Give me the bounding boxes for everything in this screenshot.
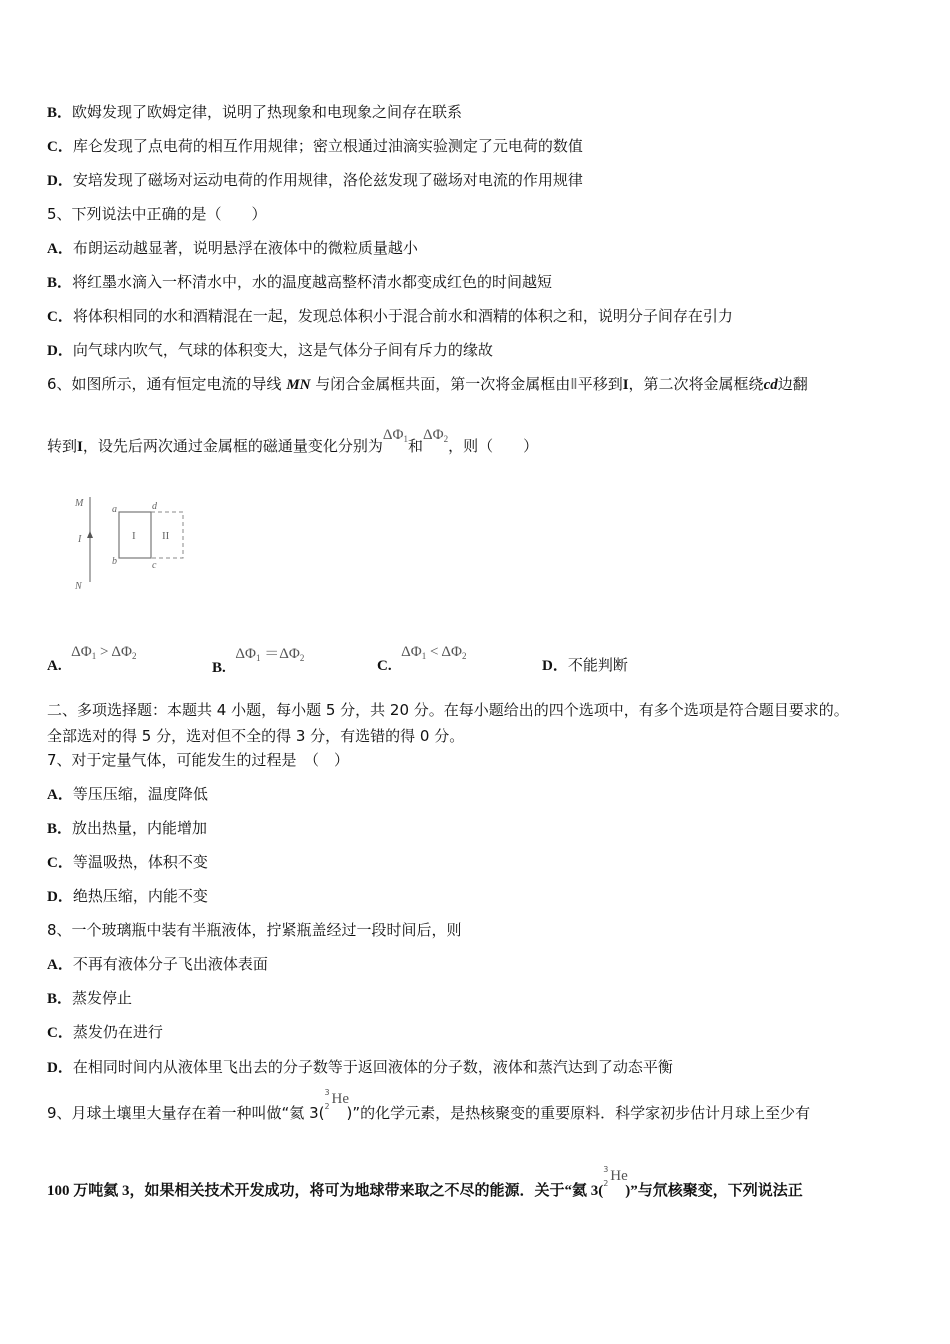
delta-phi-1 [383, 427, 408, 443]
relation: > [96, 644, 112, 660]
element-symbol: He [610, 1168, 628, 1184]
text: ，则（ ） [448, 437, 539, 455]
q6-stem-line1 [47, 374, 808, 395]
option-text: 安培发现了磁场对运动电荷的作用规律，洛伦兹发现了磁场对电流的作用规律 [72, 171, 583, 189]
option-text: 将体积相同的水和酒精混在一起，发现总体积小于混合前水和酒精的体积之和，说明分子间存在引力 [72, 307, 733, 325]
label-a: a [112, 504, 117, 515]
q6-option-a [47, 644, 137, 674]
q4-option-b [47, 102, 462, 123]
atomic-number: 2 [603, 1179, 609, 1188]
text: )”与氘核聚变，下列说法正 [625, 1183, 803, 1199]
option-text: 不再有液体分子飞出液体表面 [72, 955, 268, 973]
option-letter: A． [47, 241, 73, 257]
option-letter: D． [542, 658, 568, 674]
option-text: 等温吸热，体积不变 [72, 853, 208, 871]
option-letter: C． [47, 309, 73, 325]
label-region-2: II [162, 530, 170, 542]
option-text: 在相同时间内从液体里飞出去的分子数等于返回液体的分子数，液体和蒸汽达到了动态平衡 [72, 1058, 673, 1076]
section2-heading-line2: 全部选对的得 5 分，选对但不全的得 3 分，有选错的得 0 分。 [47, 727, 465, 745]
q8-option-a [47, 954, 268, 975]
phi-symbol: ΔΦ [279, 646, 300, 662]
q7-option-a [47, 784, 208, 805]
region-label: I [77, 439, 83, 455]
atomic-number: 2 [324, 1102, 330, 1111]
option-letter: C． [47, 139, 73, 155]
option-text: 向气球内吹气，气球的体积变大，这是气体分子间有斥力的缘故 [72, 341, 493, 359]
q8-option-d [47, 1057, 673, 1078]
formula [71, 644, 136, 660]
helium-3-isotope [324, 1088, 349, 1123]
q6-figure [70, 492, 210, 592]
region-label: I [622, 377, 629, 393]
text: 与闭合金属框共面，第一次将金属框由 [315, 375, 571, 393]
text: 100 万吨氦 3，如果相关技术开发成功，将可为地球带来取之不尽的能源．关于“氦 3( [47, 1183, 604, 1199]
label-current: I [78, 534, 82, 545]
option-letter: B． [47, 105, 73, 121]
option-letter: C． [47, 855, 73, 871]
text: )”的化学元素，是热核聚变的重要原料．科学家初步估计月球上至少有 [346, 1104, 811, 1122]
q5-option-c [47, 306, 733, 327]
option-letter: B． [47, 821, 73, 837]
q8-stem: 8、一个玻璃瓶中装有半瓶液体，拧紧瓶盖经过一段时间后，则 [47, 921, 462, 939]
mass-number: 3 [324, 1088, 330, 1097]
subscript: 2 [443, 434, 449, 444]
option-letter: D． [47, 343, 73, 359]
text: 平移到 [577, 375, 623, 393]
phi-symbol: ΔΦ [441, 644, 463, 660]
option-letter: A. [47, 658, 62, 674]
label-d: d [152, 501, 157, 512]
q7-option-b [47, 818, 207, 839]
option-letter: B． [47, 275, 73, 291]
text: 6、如图所示，通有恒定电流的导线 [47, 375, 282, 393]
q5-option-a [47, 238, 418, 259]
delta-phi-2 [423, 427, 448, 443]
subscript: 2 [299, 653, 305, 663]
relation: ＝ [260, 646, 280, 662]
option-text: 蒸发停止 [72, 989, 133, 1007]
mass-number: 3 [603, 1165, 609, 1174]
q8-option-c [47, 1022, 163, 1043]
q6-option-d [542, 654, 628, 675]
option-letter: D． [47, 889, 73, 905]
label-region-1: I [132, 530, 136, 542]
q5-option-b [47, 272, 552, 293]
edge-label: cd [763, 377, 778, 393]
phi-symbol: ΔΦ [111, 644, 133, 660]
subscript: 2 [132, 651, 137, 661]
subscript: 1 [91, 651, 97, 661]
option-text: 绝热压缩，内能不变 [72, 887, 208, 905]
formula [235, 646, 304, 662]
helium-3-isotope [603, 1165, 628, 1200]
wire-label: MN [286, 377, 311, 393]
q5-stem: 5、下列说法中正确的是（ ） [47, 205, 267, 223]
label-m: M [75, 498, 84, 509]
text: ，第二次将金属框绕 [628, 375, 764, 393]
q6-option-b [212, 646, 305, 676]
element-symbol: He [331, 1091, 349, 1107]
option-letter: C． [47, 1025, 73, 1041]
subscript: 1 [255, 653, 261, 663]
label-n: N [75, 581, 82, 592]
label-c: c [152, 560, 157, 571]
phi-symbol: ΔΦ [235, 646, 256, 662]
phi-symbol: ΔΦ [423, 427, 444, 443]
q4-option-c [47, 136, 583, 157]
q9-stem-line2 [47, 1165, 803, 1201]
option-text: 蒸发仍在进行 [72, 1023, 163, 1041]
phi-symbol: ΔΦ [382, 427, 404, 443]
option-text: 将红墨水滴入一杯清水中，水的温度越高整杯清水都变成红色的时间越短 [72, 273, 553, 291]
q7-option-d [47, 886, 208, 907]
option-letter: B. [212, 660, 226, 676]
option-letter: D． [47, 173, 73, 189]
q8-option-b [47, 988, 132, 1009]
option-text: 库仑发现了点电荷的相互作用规律；密立根通过油滴实验测定了元电荷的数值 [72, 137, 583, 155]
option-text: 等压压缩，温度降低 [72, 785, 208, 803]
section2-heading-line1: 二、多项选择题：本题共 4 小题，每小题 5 分，共 20 分。在每小题给出的四个选项中，有多个选项是符合题目要求的。 [47, 701, 849, 719]
option-letter: C. [377, 658, 392, 674]
q4-option-d [47, 170, 583, 191]
label-b: b [112, 556, 117, 567]
option-letter: D． [47, 1060, 73, 1076]
option-letter: B． [47, 991, 73, 1007]
option-letter: A． [47, 787, 73, 803]
option-text: 布朗运动越显著，说明悬浮在液体中的微粒质量越小 [72, 239, 418, 257]
formula [401, 644, 466, 660]
phi-symbol: ΔΦ [71, 644, 92, 660]
current-arrow-icon [87, 531, 93, 538]
subscript: 1 [421, 651, 427, 661]
relation: < [426, 644, 442, 660]
subscript: 1 [403, 434, 408, 444]
text: ，设先后两次通过金属框的磁通量变化分别为 [82, 437, 383, 455]
option-letter: A． [47, 957, 73, 973]
q9-stem-line1 [47, 1088, 811, 1123]
phi-symbol: ΔΦ [401, 644, 422, 660]
text: 边翻 [777, 375, 808, 393]
region-label: Ⅱ [570, 375, 578, 393]
q5-option-d [47, 340, 493, 361]
option-text: 欧姆发现了欧姆定律，说明了热现象和电现象之间存在联系 [72, 103, 463, 121]
subscript: 2 [462, 651, 467, 661]
option-text: 放出热量，内能增加 [72, 819, 208, 837]
text: 9、月球土壤里大量存在着一种叫做“氦 3( [47, 1104, 325, 1122]
q6-option-c [377, 644, 467, 674]
option-text: 不能判断 [567, 656, 628, 674]
q7-option-c [47, 852, 208, 873]
text: 和 [408, 437, 424, 455]
q7-stem: 7、对于定量气体，可能发生的过程是 （ ） [47, 751, 350, 769]
text: 转到 [47, 437, 78, 455]
